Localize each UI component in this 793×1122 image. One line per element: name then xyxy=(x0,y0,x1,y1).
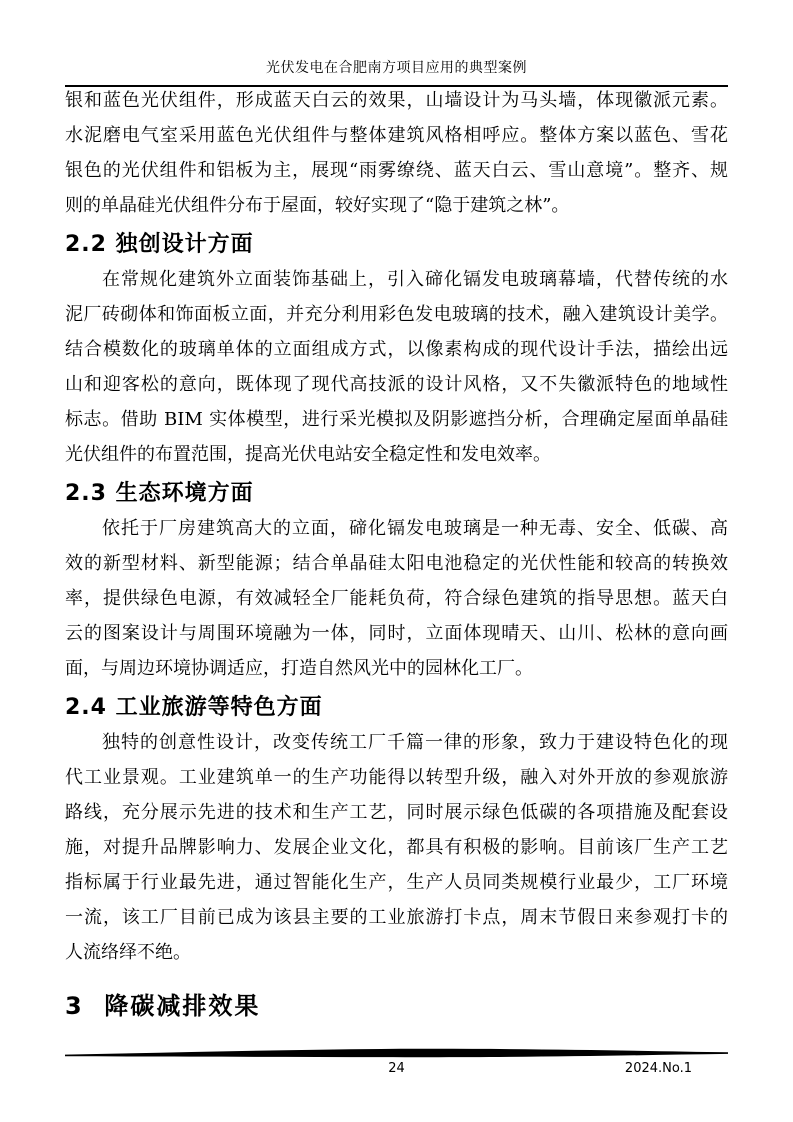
section-heading: 2.4 工业旅游等特色方面 xyxy=(65,695,323,720)
text-line: 光伏组件的布置范围，提高光伏电站安全稳定性和发电效率。 xyxy=(65,444,551,465)
document-body xyxy=(65,83,728,1026)
text-line: 泥厂砖砌体和饰面板立面，并充分利用彩色发电玻璃的技术，融入建筑设计美学。 xyxy=(65,304,728,325)
text-line: 在常规化建筑外立面装饰基础上，引入碲化镉发电玻璃幕墙，代替传统的水 xyxy=(102,269,728,290)
text-line: 则的单晶硅光伏组件分布于屋面，较好实现了“隐于建筑之林”。 xyxy=(65,195,570,216)
running-header xyxy=(65,0,728,87)
text-line: 施，对提升品牌影响力、发展企业文化，都具有积极的影响。目前该厂生产工艺 xyxy=(65,837,728,858)
paragraph xyxy=(65,725,728,970)
page-number: 24 xyxy=(388,1061,405,1076)
text-line: 人流络绎不绝。 xyxy=(65,942,191,963)
section-heading: 2.2 独创设计方面 xyxy=(65,232,254,257)
text-line: 结合模数化的玻璃单体的立面组成方式，以像素构成的现代设计手法，描绘出远 xyxy=(65,339,728,360)
text-line: 路线，充分展示先进的技术和生产工艺，同时展示绿色低碳的各项措施及配套设 xyxy=(65,802,728,823)
paragraph xyxy=(65,83,728,223)
issue-label: 2024.No.1 xyxy=(624,1061,692,1076)
section-heading: 2.3 生态环境方面 xyxy=(65,481,254,506)
section-heading: 3 降碳减排效果 xyxy=(65,992,261,1020)
header-title: 光伏发电在合肥南方项目应用的典型案例 xyxy=(266,60,527,76)
text-line: 率，提供绿色电源，有效减轻全厂能耗负荷，符合绿色建筑的指导思想。蓝天白 xyxy=(65,588,728,609)
text-line: 代工业景观。工业建筑单一的生产功能得以转型升级，融入对外开放的参观旅游 xyxy=(65,767,728,788)
text-line: 银和蓝色光伏组件，形成蓝天白云的效果，山墙设计为马头墙，体现徽派元素。 xyxy=(65,90,728,111)
footer-row xyxy=(65,1060,728,1078)
footer xyxy=(65,1048,728,1078)
paragraph xyxy=(65,511,728,686)
text-line: 山和迎客松的意向，既体现了现代高技派的设计风格，又不失徽派特色的地域性 xyxy=(65,374,728,395)
text-line: 标志。借助 BIM 实体模型，进行采光模拟及阴影遮挡分析，合理确定屋面单晶硅 xyxy=(65,409,728,430)
text-line: 一流，该工厂目前已成为该县主要的工业旅游打卡点，周末节假日来参观打卡的 xyxy=(65,907,728,928)
text-line: 面，与周边环境协调适应，打造自然风光中的园林化工厂。 xyxy=(65,658,533,679)
paragraph xyxy=(65,262,728,472)
text-line: 水泥磨电气室采用蓝色光伏组件与整体建筑风格相呼应。整体方案以蓝色、雪花 xyxy=(65,125,728,146)
text-line: 云的图案设计与周围环境融为一体，同时，立面体现晴天、山川、松林的意向画 xyxy=(65,623,728,644)
text-line: 指标属于行业最先进，通过智能化生产，生产人员同类规模行业最少，工厂环境 xyxy=(65,872,728,893)
text-line: 独特的创意性设计，改变传统工厂千篇一律的形象，致力于建设特色化的现 xyxy=(102,732,728,753)
text-line: 效的新型材料、新型能源；结合单晶硅太阳电池稳定的光伏性能和较高的转换效 xyxy=(65,553,728,574)
text-line: 银色的光伏组件和铝板为主，展现“雨雾缭绕、蓝天白云、雪山意境”。整齐、规 xyxy=(65,160,728,181)
footer-rule xyxy=(65,1048,728,1058)
text-line: 依托于厂房建筑高大的立面，碲化镉发电玻璃是一种无毒、安全、低碳、高 xyxy=(102,518,728,539)
